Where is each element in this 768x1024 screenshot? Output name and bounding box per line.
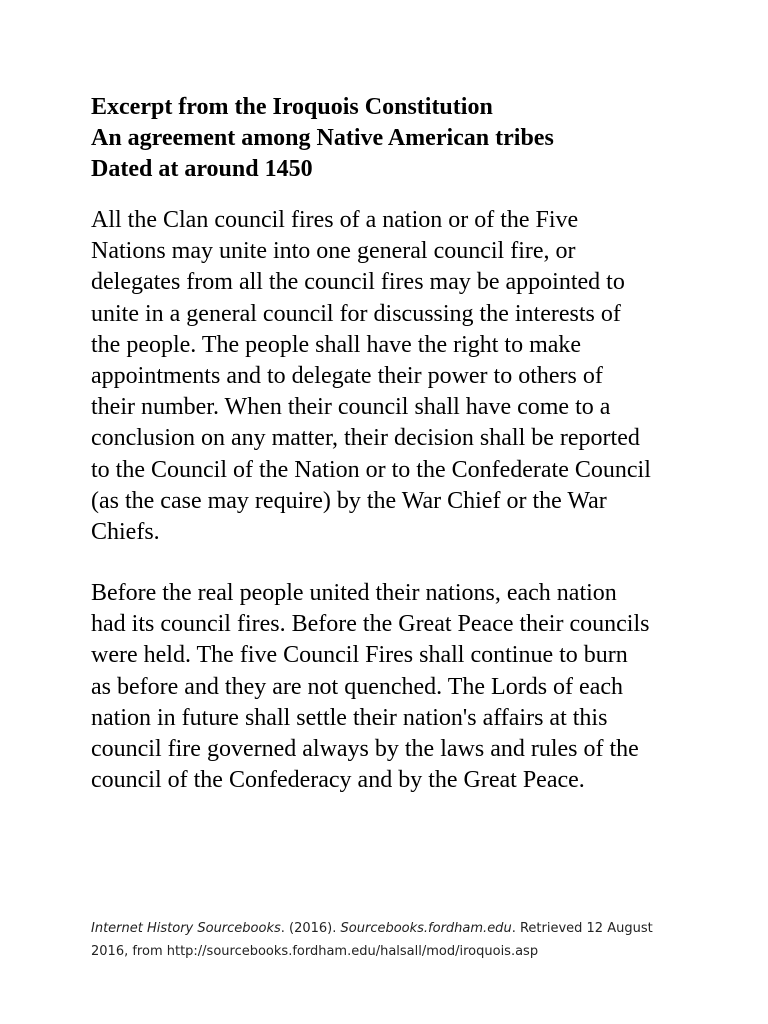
paragraph-line: council of the Confederacy and by the Great Peace.: [91, 767, 585, 794]
paragraph-line: (as the case may require) by the War Chief or the War: [91, 487, 607, 514]
paragraph-line: their number. When their council shall have come to a: [91, 394, 611, 421]
citation-site: Sourcebooks.fordham.edu: [340, 921, 512, 936]
paragraph-line: were held. The five Council Fires shall continue to burn: [91, 642, 628, 669]
paragraph-line: nation in future shall settle their nation's affairs at this: [91, 704, 608, 731]
paragraph-line: appointments and to delegate their power to others of: [91, 363, 603, 390]
citation-line-1: [91, 917, 691, 940]
citation-year: . (2016).: [280, 921, 341, 936]
paragraph-line: had its council fires. Before the Great Peace their councils: [91, 611, 650, 638]
paragraph-line: to the Council of the Nation or to the Confederate Council: [91, 456, 651, 483]
heading-line-date: Dated at around 1450: [91, 156, 313, 182]
citation-line-2: 2016, from http://sourcebooks.fordham.edu/halsall/mod/iroquois.asp: [91, 944, 539, 959]
paragraph-1: [91, 205, 691, 548]
citation-source-title: Internet History Sourcebooks: [91, 921, 281, 936]
document-heading: [91, 92, 711, 185]
paragraph-line: All the Clan council fires of a nation or of the Five: [91, 207, 579, 233]
paragraph-line: Chiefs.: [91, 519, 160, 546]
paragraph-line: Nations may unite into one general council fire, or: [91, 238, 576, 265]
heading-line-title: Excerpt from the Iroquois Constitution: [91, 94, 493, 120]
paragraph-line: conclusion on any matter, their decision shall be reported: [91, 425, 640, 452]
paragraph-line: Before the real people united their nations, each nation: [91, 580, 617, 606]
paragraph-line: as before and they are not quenched. The Lords of each: [91, 673, 623, 700]
paragraph-line: council fire governed always by the laws and rules of the: [91, 736, 639, 763]
citation: [91, 917, 691, 963]
paragraph-line: delegates from all the council fires may be appointed to: [91, 269, 625, 296]
citation-retrieved: . Retrieved 12 August: [511, 921, 653, 936]
paragraph-2: [91, 578, 691, 796]
paragraph-line: the people. The people shall have the right to make: [91, 331, 582, 358]
heading-line-subtitle: An agreement among Native American tribes: [91, 125, 554, 151]
paragraph-line: unite in a general council for discussing the interests of: [91, 300, 621, 327]
